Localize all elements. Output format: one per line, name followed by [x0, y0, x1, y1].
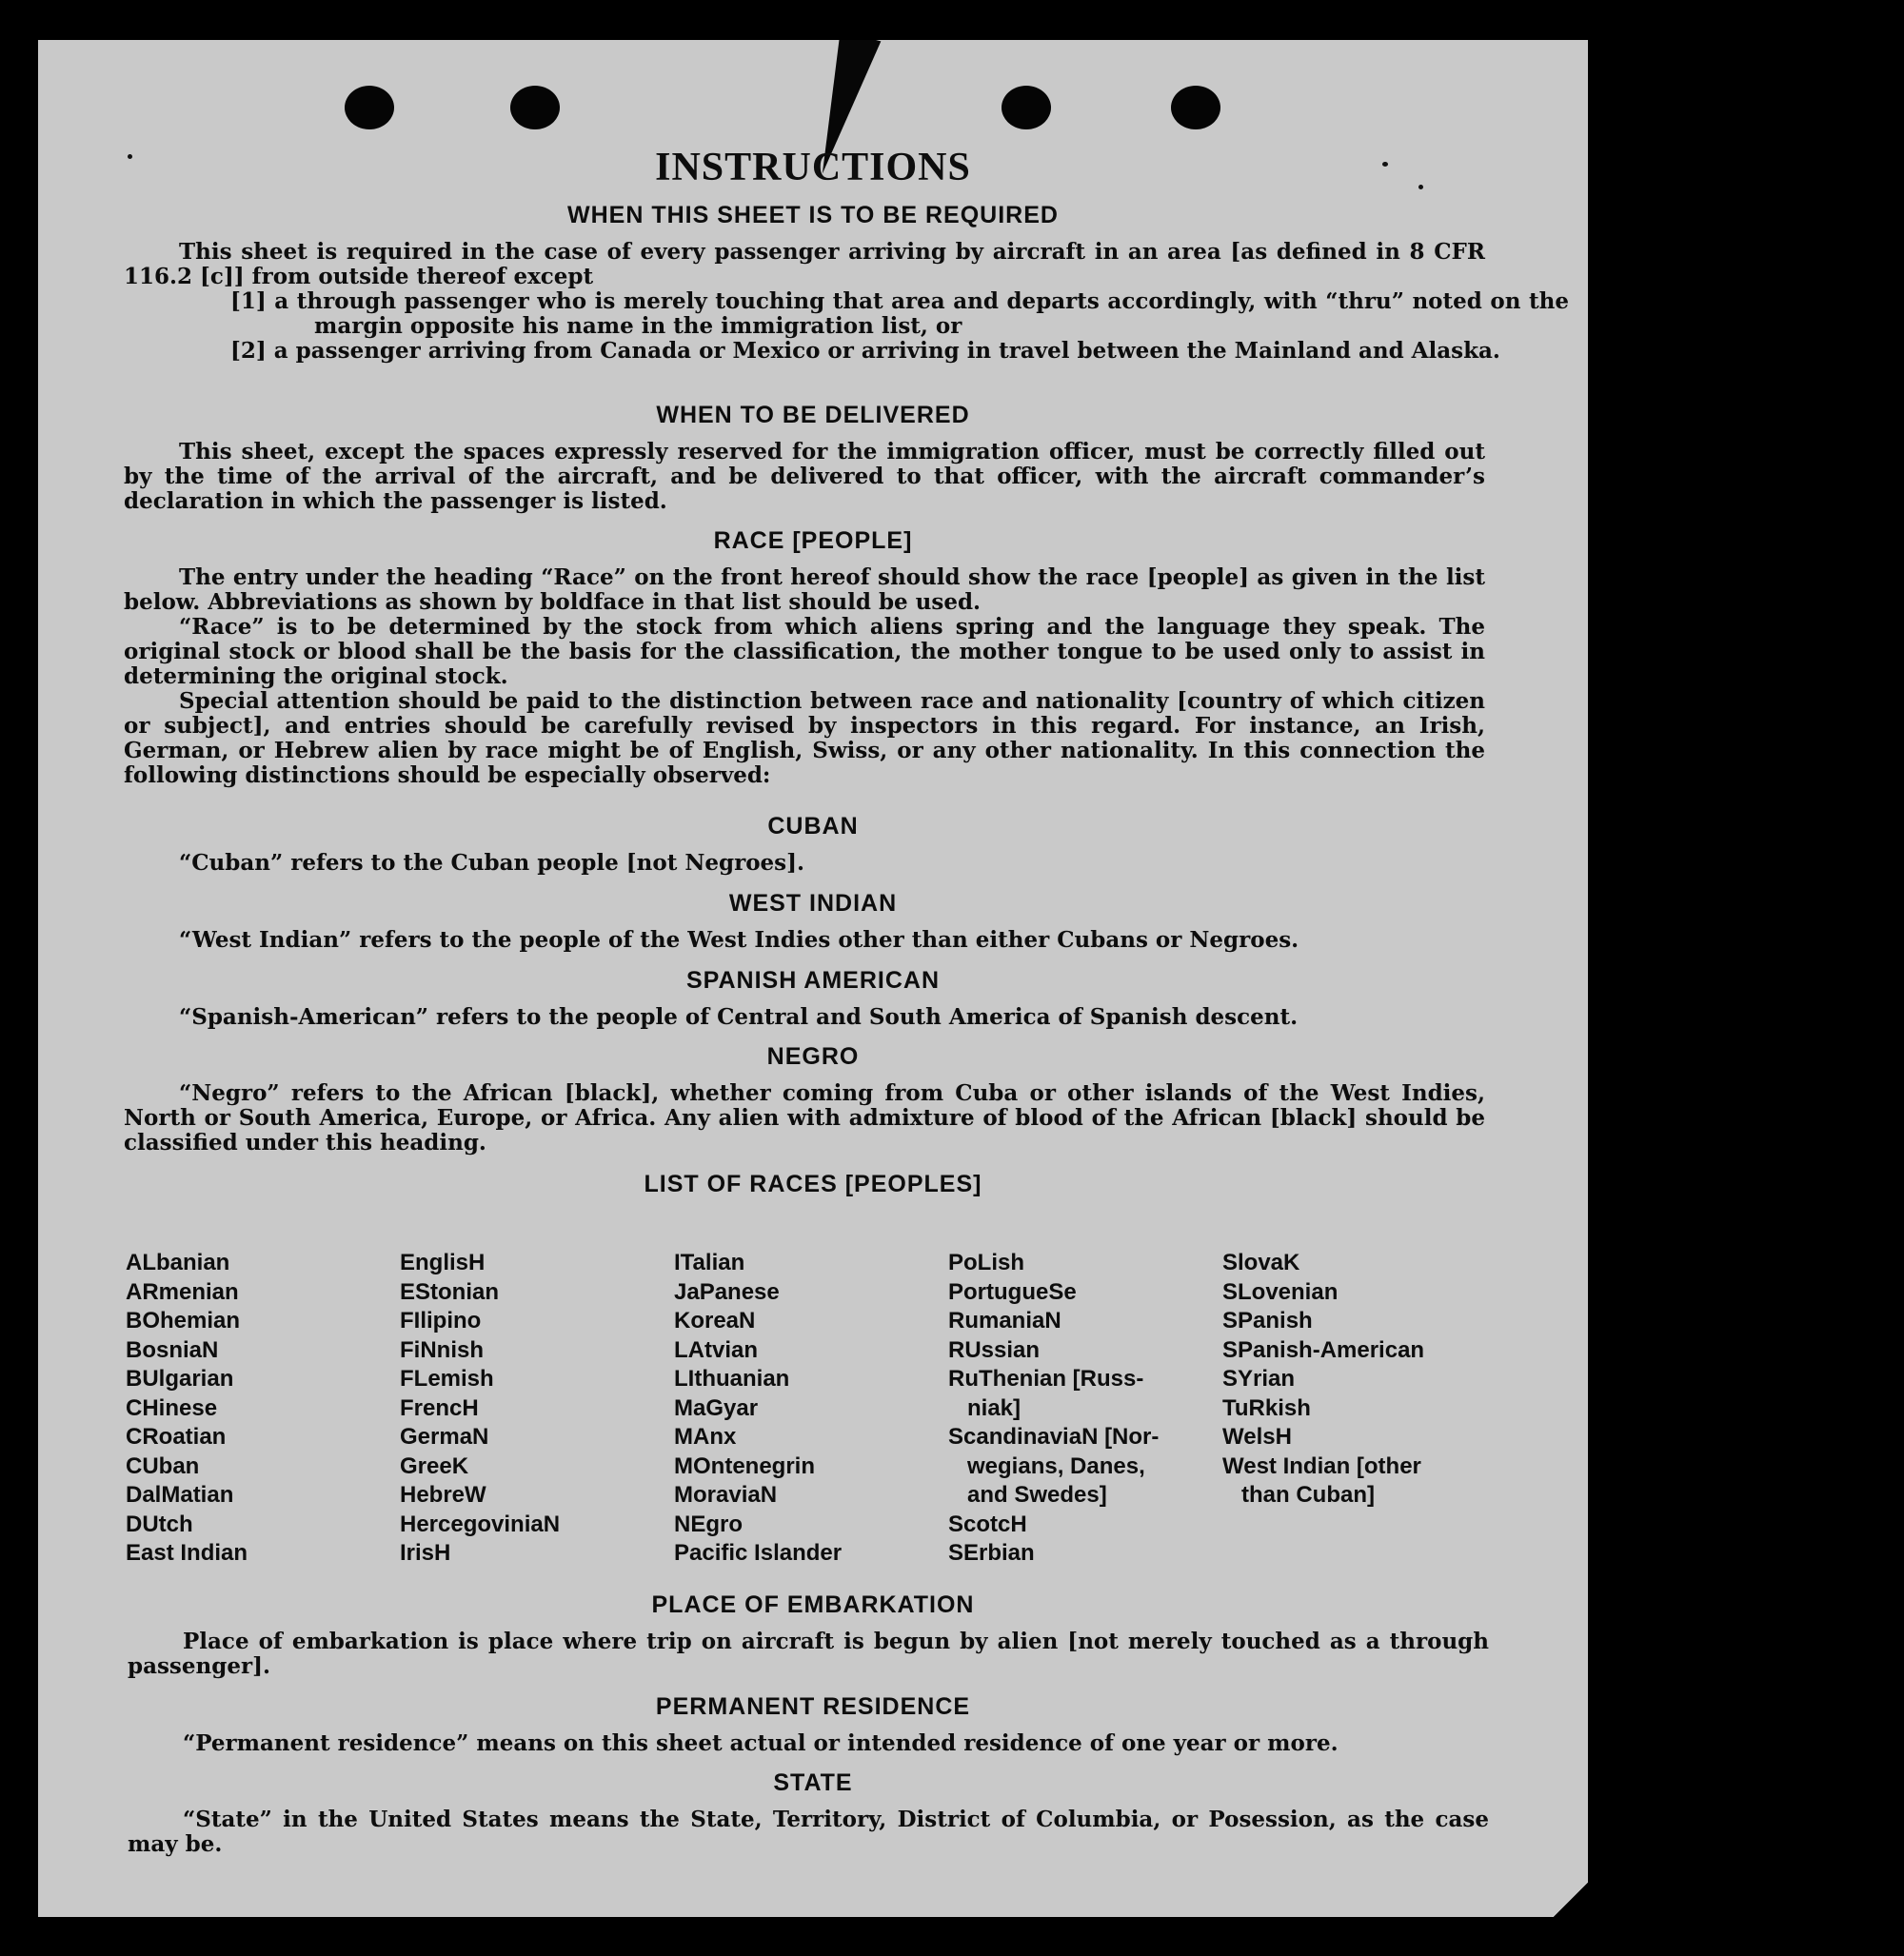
race-item: SLovenian — [1222, 1278, 1339, 1305]
heading-embarkation: PLACE OF EMBARKATION — [651, 1591, 975, 1618]
race-item: SYrian — [1222, 1366, 1296, 1392]
race-item: SPanish-American — [1222, 1336, 1425, 1363]
race-item: EnglisH — [400, 1250, 486, 1275]
race-item: CRoatian — [126, 1424, 227, 1450]
race-item: DalMatian — [126, 1482, 234, 1508]
folded-corner — [1552, 1881, 1588, 1917]
heading-spanish-american: SPANISH AMERICAN — [685, 967, 940, 994]
heading-west-indian: WEST INDIAN — [728, 890, 898, 917]
race-item: DUtch — [126, 1511, 193, 1537]
race-column — [948, 1249, 1222, 1569]
race-column — [1222, 1249, 1497, 1569]
heading-negro: NEGRO — [766, 1043, 860, 1070]
race-paragraph-2: “Race” is to be determined by the stock from which aliens spring and the language they speak. The original stock or blood shall be the basis for the classification, the mother tongue to be used only to assist in determining the original stock. — [124, 614, 1485, 689]
punch-hole — [345, 86, 394, 129]
race-item: WelsH — [1222, 1424, 1292, 1450]
race-item: SlovaK — [1222, 1250, 1300, 1275]
heading-state: STATE — [773, 1769, 853, 1796]
spanish-american-text: “Spanish-American” refers to the people of Central and South America of Spanish descent. — [179, 1004, 1299, 1030]
race-item: and Swedes] — [948, 1482, 1107, 1508]
race-item: East Indian — [126, 1540, 248, 1566]
race-item: EStonian — [400, 1278, 500, 1305]
race-item: PoLish — [948, 1250, 1025, 1275]
race-item: GermaN — [400, 1424, 489, 1450]
race-item: BUlgarian — [126, 1366, 234, 1392]
race-item: PortugueSe — [948, 1278, 1077, 1305]
instruction-sheet — [38, 40, 1588, 1917]
race-item: LIthuanian — [674, 1366, 790, 1392]
race-item: FLemish — [400, 1366, 494, 1392]
heading-race: RACE [PEOPLE] — [713, 527, 913, 554]
embarkation-text: Place of embarkation is place where trip on aircraft is begun by alien [not merely touched as a through passenger]. — [128, 1629, 1489, 1679]
race-item: CHinese — [126, 1394, 218, 1421]
heading-permanent-residence: PERMANENT RESIDENCE — [655, 1693, 971, 1720]
race-list — [126, 1249, 1497, 1569]
punch-hole — [510, 86, 560, 129]
race-item: TuRkish — [1222, 1394, 1311, 1421]
race-item: ScandinaviaN [Nor- — [948, 1424, 1160, 1450]
race-item: BosniaN — [126, 1336, 219, 1363]
state-text: “State” in the United States means the State, Territory, District of Columbia, or Posession, as the case may be. — [128, 1807, 1489, 1857]
required-item-2: [2] a passenger arriving from Canada or Mexico or arriving in travel between the Mainland and Alaska. — [230, 338, 1500, 364]
race-item: HercegoviniaN — [400, 1511, 561, 1537]
cuban-text: “Cuban” refers to the Cuban people [not Negroes]. — [179, 850, 805, 876]
race-item: BOhemian — [126, 1308, 241, 1334]
race-item: IrisH — [400, 1540, 451, 1566]
race-item: wegians, Danes, — [948, 1452, 1145, 1479]
race-item: KoreaN — [674, 1308, 756, 1334]
race-column — [400, 1249, 674, 1569]
punch-hole — [1171, 86, 1220, 129]
negro-text: “Negro” refers to the African [black], whether coming from Cuba or other islands of the West Indies, North or South America, Europe, or Africa. Any alien with admixture of blood of the African [black] should be classified under this heading. — [124, 1080, 1485, 1156]
required-intro: This sheet is required in the case of every passenger arriving by aircraft in an area [as defined in 8 CFR 116.2 [c]] from outside thereof except — [124, 239, 1485, 289]
west-indian-text: “West Indian” refers to the people of the West Indies other than either Cubans or Negroes. — [179, 927, 1299, 953]
race-item: LAtvian — [674, 1336, 759, 1363]
race-column — [674, 1249, 948, 1569]
race-item: FIlipino — [400, 1308, 482, 1334]
race-item: FiNnish — [400, 1336, 484, 1363]
race-column — [126, 1249, 400, 1569]
race-item: niak] — [948, 1394, 1021, 1421]
race-item: CUban — [126, 1452, 200, 1479]
race-item: SErbian — [948, 1540, 1035, 1566]
race-item: FrencH — [400, 1394, 479, 1421]
race-item: ARmenian — [126, 1278, 239, 1305]
permanent-residence-text: “Permanent residence” means on this sheet actual or intended residence of one year or more. — [183, 1730, 1339, 1756]
race-item: ALbanian — [126, 1250, 230, 1275]
race-item: RumaniaN — [948, 1308, 1061, 1334]
race-item: MoraviaN — [674, 1482, 778, 1508]
race-paragraph-3: Special attention should be paid to the distinction between race and nationality [country of which citizen or subject], and entries should be carefully revised by inspectors in this regard. For instance, an Irish, German, or Hebrew alien by race might be of English, Swiss, or any other nationality. In this connection the following distinctions should be especially observed: — [124, 688, 1485, 788]
race-item: SPanish — [1222, 1308, 1313, 1334]
race-item: MaGyar — [674, 1394, 759, 1421]
heading-required: WHEN THIS SHEET IS TO BE REQUIRED — [567, 202, 1059, 228]
race-item: MOntenegrin — [674, 1452, 815, 1479]
race-item: than Cuban] — [1222, 1482, 1375, 1508]
race-item: HebreW — [400, 1482, 486, 1508]
race-item: RUssian — [948, 1336, 1041, 1363]
race-item: West Indian [other — [1222, 1452, 1421, 1479]
delivered-text: This sheet, except the spaces expressly reserved for the immigration officer, must be correctly filled out by the time of the arrival of the aircraft, and be delivered to that officer, with the aircraft commander’s declaration in which the passenger is listed. — [124, 439, 1485, 514]
race-item: NEgro — [674, 1511, 743, 1537]
race-item: ITalian — [674, 1250, 745, 1275]
heading-list-of-races: LIST OF RACES [PEOPLES] — [644, 1171, 982, 1197]
race-item: ScotcH — [948, 1511, 1027, 1537]
race-item: GreeK — [400, 1452, 469, 1479]
required-item-1: [1] a through passenger who is merely touching that area and departs accordingly, with “thru” noted on the margin opposite his name in the immigration list, or — [230, 288, 1569, 339]
race-item: JaPanese — [674, 1278, 780, 1305]
punch-hole — [1002, 86, 1051, 129]
race-item: MAnx — [674, 1424, 737, 1450]
page-title: INSTRUCTIONS — [655, 146, 971, 189]
race-item: RuThenian [Russ- — [948, 1366, 1144, 1392]
race-paragraph-1: The entry under the heading “Race” on the front hereof should show the race [people] as given in the list below. Abbreviations as shown by boldface in that list should be used. — [124, 564, 1485, 615]
heading-delivered: WHEN TO BE DELIVERED — [656, 402, 970, 428]
heading-cuban: CUBAN — [767, 813, 859, 840]
race-item: Pacific Islander — [674, 1540, 843, 1566]
